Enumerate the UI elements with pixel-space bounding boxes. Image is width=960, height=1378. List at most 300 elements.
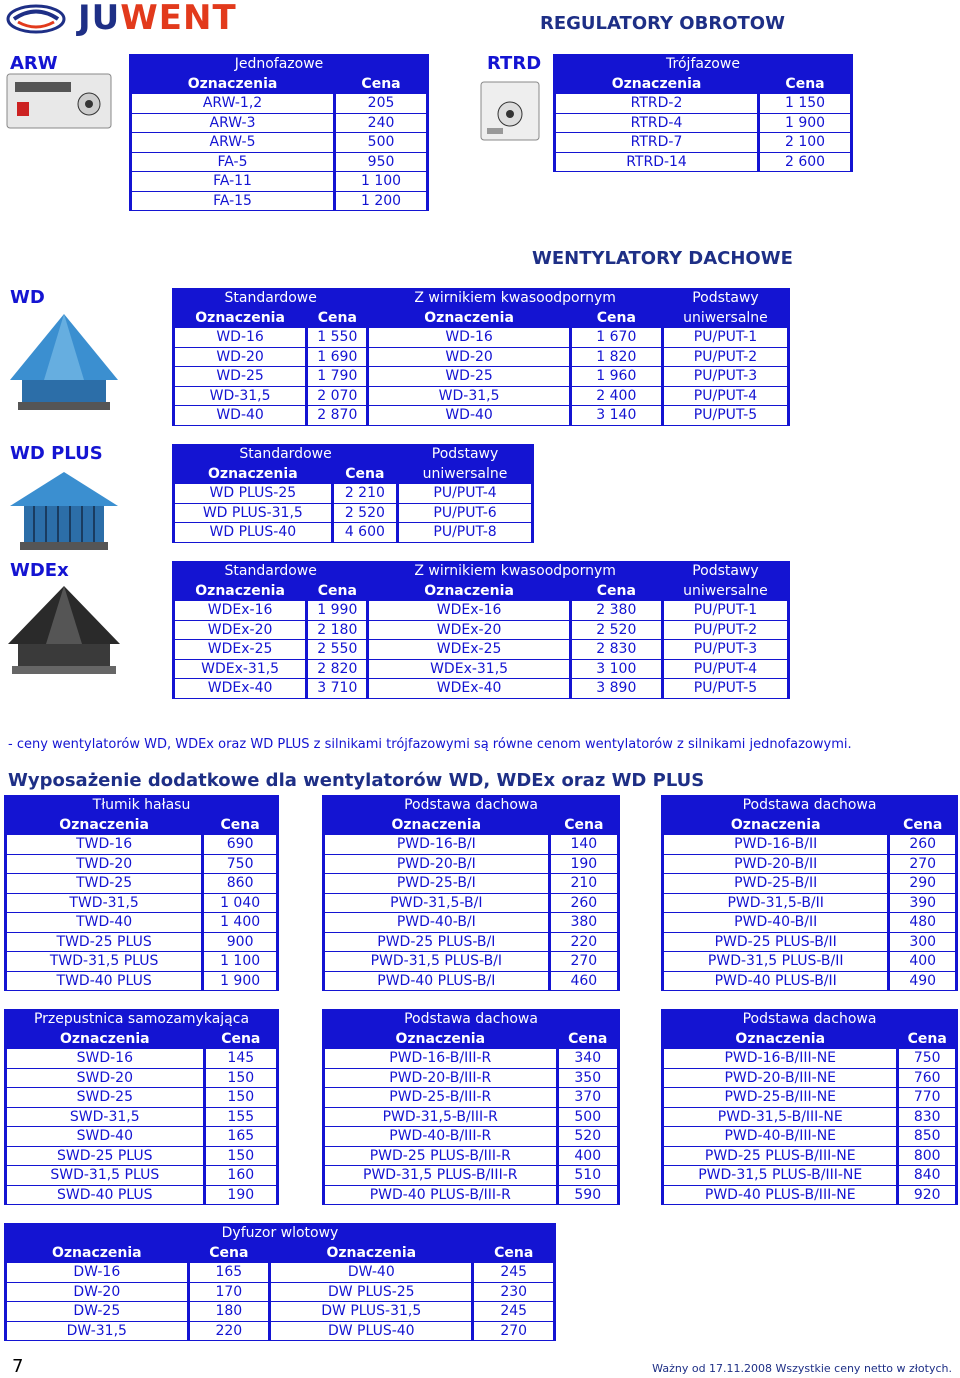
wdplus-label: WD PLUS [10,443,103,464]
group-header-uniwersalne: uniwersalne [683,582,768,599]
table-cell: PU/PUT-1 [664,328,787,347]
table-cell: PWD-40-B/III-R [325,1127,556,1146]
table-row [7,933,276,952]
table-cell: PWD-25-B/III-R [325,1088,556,1107]
table-cell: PWD-16-B/I [325,835,548,854]
table-cell: PWD-20-B/II [664,855,887,874]
table-cell: PWD-20-B/III-NE [664,1069,896,1088]
table-cell: PWD-31,5-B/III-NE [664,1108,896,1127]
table-cell: 830 [899,1108,955,1127]
wdex-product-image [4,582,124,686]
table-cell: PWD-16-B/II [664,835,887,854]
col-header-oznaczenia: Oznaczenia [395,1030,486,1047]
table-row [175,406,787,425]
group-header: Tłumik hałasu [92,797,191,814]
table-cell: DW-31,5 [7,1322,187,1341]
table-cell: WD PLUS-40 [175,523,331,542]
table-cell: 950 [336,153,426,172]
table-cell: WD-40 [369,406,568,425]
table-cell: WD-16 [369,328,568,347]
table-cell: 165 [206,1127,276,1146]
table-cell: DW PLUS-31,5 [271,1302,471,1321]
table-cell: 3 890 [572,679,661,698]
logo-text: JUWENT [78,0,237,38]
table-cell: WDEx-20 [369,621,568,640]
table-cell: 1 820 [572,348,661,367]
table-row [7,835,276,854]
accessory-table-podstawa-b3ne [661,1009,958,1205]
table-cell: DW-40 [271,1263,471,1282]
wdex-label: WDEx [10,560,69,581]
table-cell: 760 [899,1069,955,1088]
table-cell: ARW-1,2 [132,94,333,113]
arw-label: ARW [10,53,58,74]
table-row [7,855,276,874]
table-cell: 1 400 [204,913,276,932]
table-cell: PU/PUT-4 [399,484,531,503]
col-header-cena: Cena [317,582,357,599]
wd-price-table [172,288,790,426]
table-row [132,133,426,152]
table-cell: WD-40 [175,406,305,425]
table-cell: WD-16 [175,328,305,347]
table-cell: 270 [551,952,617,971]
table-cell: 520 [559,1127,617,1146]
table-cell: 490 [890,972,955,991]
table-cell: 3 710 [308,679,366,698]
col-header-cena: Cena [317,309,357,326]
table-cell: 2 820 [308,660,366,679]
table-row [325,894,617,913]
col-header-oznaczenia: Oznaczenia [730,816,821,833]
footer-note: Ważny od 17.11.2008 Wszystkie ceny netto w złotych. [652,1362,952,1375]
table-row [664,972,955,991]
table-cell: WD-31,5 [175,387,305,406]
table-cell: 2 520 [572,621,661,640]
rtrd-label: RTRD [487,53,542,74]
table-cell: PWD-25 PLUS-B/I [325,933,548,952]
table-row [175,621,787,640]
table-cell: PWD-25-B/II [664,874,887,893]
table-cell: PWD-25-B/III-NE [664,1088,896,1107]
table-row [325,913,617,932]
table-cell: 750 [204,855,276,874]
table-row [175,601,787,620]
table-cell: 900 [204,933,276,952]
table-cell: SWD-16 [7,1049,203,1068]
table-cell: 2 380 [572,601,661,620]
table-cell: 190 [206,1186,276,1205]
table-cell: WD PLUS-31,5 [175,504,331,523]
table-cell: PU/PUT-6 [399,504,531,523]
table-cell: 245 [474,1263,553,1282]
col-header-cena: Cena [209,1244,249,1261]
table-cell: 3 140 [572,406,661,425]
table-cell: WDEx-31,5 [175,660,305,679]
group-header-podstawy: Podstawy [692,563,759,580]
table-row [7,1088,276,1107]
section-title-wentylatory: WENTYLATORY DACHOWE [532,248,793,269]
table-cell: 1 900 [760,114,850,133]
col-header-cena: Cena [345,465,385,482]
table-cell: PU/PUT-2 [664,348,787,367]
table-cell: 2 180 [308,621,366,640]
table-cell: 230 [474,1283,553,1302]
table-cell: PWD-31,5 PLUS-B/I [325,952,548,971]
col-header-oznaczenia: Oznaczenia [187,75,278,92]
col-header-cena: Cena [220,816,260,833]
table-cell: WDEx-31,5 [369,660,568,679]
table-row [325,972,617,991]
rtrd-product-image [479,80,541,146]
table-row [7,972,276,991]
table-row [664,913,955,932]
table-cell: TWD-31,5 [7,894,201,913]
table-cell: 160 [206,1166,276,1185]
table-cell: PU/PUT-3 [664,367,787,386]
table-cell: DW PLUS-40 [271,1322,471,1341]
table-row [7,1186,276,1205]
table-row [664,1069,955,1088]
table-cell: TWD-31,5 PLUS [7,952,201,971]
table-cell: 860 [204,874,276,893]
table-cell: 850 [899,1127,955,1146]
table-cell: 170 [190,1283,269,1302]
table-row [325,874,617,893]
wdplus-product-image [4,466,124,560]
table-cell: 1 900 [204,972,276,991]
table-cell: PU/PUT-3 [664,640,787,659]
table-cell: FA-5 [132,153,333,172]
table-cell: 2 870 [308,406,366,425]
table-cell: PWD-25 PLUS-B/III-R [325,1147,556,1166]
table-cell: 1 960 [572,367,661,386]
table-row [175,640,787,659]
table-cell: 260 [890,835,955,854]
table-cell: TWD-16 [7,835,201,854]
col-header-cena: Cena [361,75,401,92]
table-row [664,933,955,952]
table-row [7,1263,553,1282]
arw-price-table [129,54,429,211]
group-header: Podstawa dachowa [404,797,538,814]
table-cell: PWD-40-B/II [664,913,887,932]
table-cell: 370 [559,1088,617,1107]
table-cell: 350 [559,1069,617,1088]
table-cell: 1 200 [336,192,426,211]
table-cell: RTRD-4 [556,114,757,133]
table-cell: WD-20 [369,348,568,367]
table-cell: 2 830 [572,640,661,659]
table-cell: 165 [190,1263,269,1282]
table-cell: PU/PUT-5 [664,406,787,425]
table-row [7,1069,276,1088]
table-cell: 220 [190,1322,269,1341]
table-row [664,1186,955,1205]
table-cell: 150 [206,1088,276,1107]
table-cell: PWD-31,5 PLUS-B/III-R [325,1166,556,1185]
table-cell: PWD-40 PLUS-B/II [664,972,887,991]
table-row [664,835,955,854]
table-row [556,133,850,152]
table-cell: FA-15 [132,192,333,211]
table-row [132,94,426,113]
table-cell: SWD-25 [7,1088,203,1107]
table-cell: PWD-16-B/III-R [325,1049,556,1068]
col-header-oznaczenia: Oznaczenia [51,1244,142,1261]
col-header-cena: Cena [785,75,825,92]
col-header-oznaczenia: Oznaczenia [195,582,285,599]
table-row [325,1166,617,1185]
col-header-cena: Cena [568,1030,608,1047]
group-header-standardowe: Standardowe [224,563,317,580]
table-cell: 1 990 [308,601,366,620]
table-cell: 920 [899,1186,955,1205]
table-cell: WDEx-16 [369,601,568,620]
table-row [325,952,617,971]
table-cell: 155 [206,1108,276,1127]
table-cell: 180 [190,1302,269,1321]
table-row [175,367,787,386]
table-row [664,1127,955,1146]
table-row [132,153,426,172]
table-row [7,1322,553,1341]
group-header-podstawy: Podstawy [692,290,759,307]
table-cell: PWD-25 PLUS-B/II [664,933,887,952]
table-row [7,1108,276,1127]
table-cell: 1 100 [204,952,276,971]
table-cell: 1 690 [308,348,366,367]
table-cell: 2 210 [334,484,396,503]
table-row [325,1049,617,1068]
table-cell: PWD-20-B/I [325,855,548,874]
table-cell: 1 150 [760,94,850,113]
group-header-kwasoodporny: Z wirnikiem kwasoodpornym [414,290,616,307]
table-row [175,679,787,698]
table-cell: 240 [336,114,426,133]
table-cell: 750 [899,1049,955,1068]
table-cell: WDEx-40 [369,679,568,698]
table-cell: DW-16 [7,1263,187,1282]
table-cell: RTRD-14 [556,153,757,172]
table-row [7,894,276,913]
table-row [132,192,426,211]
table-cell: 1 670 [572,328,661,347]
group-header-uniwersalne: uniwersalne [683,309,768,326]
col-header-oznaczenia: Oznaczenia [735,1030,826,1047]
accessory-table-podstawa-b2 [661,795,958,991]
table-cell: WD-25 [175,367,305,386]
col-header-oznaczenia: Oznaczenia [611,75,702,92]
table-cell: 500 [336,133,426,152]
price-note: - ceny wentylatorów WD, WDEx oraz WD PLUS z silnikami trójfazowymi są równe cenom wentylatorów z silnikami jednofazowymi. [8,737,852,752]
table-cell: 840 [899,1166,955,1185]
table-cell: WD-20 [175,348,305,367]
table-row [556,94,850,113]
group-header-podstawy: Podstawy [431,446,499,463]
table-row [7,913,276,932]
table-row [325,933,617,952]
table-cell: RTRD-2 [556,94,757,113]
table-cell: PWD-31,5 PLUS-B/II [664,952,887,971]
table-cell: 2 550 [308,640,366,659]
table-cell: 290 [890,874,955,893]
table-cell: WD PLUS-25 [175,484,331,503]
group-header-standardowe: Standardowe [239,446,332,463]
table-cell: 2 400 [572,387,661,406]
table-row [325,1147,617,1166]
table-cell: PU/PUT-1 [664,601,787,620]
table-cell: SWD-31,5 [7,1108,203,1127]
table-row [325,835,617,854]
table-cell: SWD-20 [7,1069,203,1088]
table-cell: SWD-40 PLUS [7,1186,203,1205]
table-cell: 590 [559,1186,617,1205]
table-row [664,1147,955,1166]
group-header-standardowe: Standardowe [224,290,317,307]
table-cell: TWD-25 [7,874,201,893]
table-row [7,1166,276,1185]
table-cell: 300 [890,933,955,952]
table-cell: PWD-31,5-B/III-R [325,1108,556,1127]
table-cell: 270 [890,855,955,874]
rtrd-price-table [553,54,853,172]
group-header: Przepustnica samozamykająca [33,1011,250,1028]
table-cell: TWD-40 PLUS [7,972,201,991]
group-header: Jednofazowe [234,56,324,73]
table-row [7,952,276,971]
table-cell: 245 [474,1302,553,1321]
table-row [175,328,787,347]
table-row [664,1108,955,1127]
table-cell: SWD-31,5 PLUS [7,1166,203,1185]
page-number: 7 [12,1356,24,1377]
table-cell: 190 [551,855,617,874]
table-row [132,172,426,191]
table-row [664,1088,955,1107]
table-row [7,1127,276,1146]
table-row [325,1069,617,1088]
table-cell: WD-25 [369,367,568,386]
table-row [556,153,850,172]
table-cell: DW-25 [7,1302,187,1321]
table-cell: 145 [206,1049,276,1068]
col-header-cena: Cena [494,1244,534,1261]
group-header: Trójfazowe [666,56,740,73]
accessory-table-tlumik [4,795,279,991]
table-cell: 1 040 [204,894,276,913]
table-cell: DW PLUS-25 [271,1283,471,1302]
table-cell: PU/PUT-8 [399,523,531,542]
table-cell: SWD-40 [7,1127,203,1146]
table-cell: PWD-20-B/III-R [325,1069,556,1088]
table-cell: WDEx-25 [369,640,568,659]
table-cell: PWD-25-B/I [325,874,548,893]
col-header-oznaczenia: Oznaczenia [59,816,149,833]
table-cell: PWD-16-B/III-NE [664,1049,896,1068]
table-cell: SWD-25 PLUS [7,1147,203,1166]
col-header-oznaczenia: Oznaczenia [391,816,482,833]
table-cell: TWD-20 [7,855,201,874]
wd-label: WD [10,287,45,308]
table-row [664,1166,955,1185]
table-row [664,855,955,874]
table-cell: 510 [559,1166,617,1185]
table-cell: WD-31,5 [369,387,568,406]
group-header: Podstawa dachowa [404,1011,538,1028]
table-cell: 210 [551,874,617,893]
table-cell: ARW-3 [132,114,333,133]
table-row [664,874,955,893]
table-cell: PWD-40 PLUS-B/III-NE [664,1186,896,1205]
table-cell: ARW-5 [132,133,333,152]
col-header-cena: Cena [221,1030,261,1047]
table-row [175,660,787,679]
table-row [664,1049,955,1068]
group-header-uniwersalne: uniwersalne [422,465,508,482]
table-cell: 3 100 [572,660,661,679]
table-cell: 150 [206,1147,276,1166]
table-row [175,348,787,367]
table-cell: 1 550 [308,328,366,347]
table-cell: RTRD-7 [556,133,757,152]
table-row [175,523,531,542]
table-row [325,1108,617,1127]
table-cell: 2 070 [308,387,366,406]
table-cell: PWD-40 PLUS-B/III-R [325,1186,556,1205]
table-cell: PWD-31,5-B/II [664,894,887,913]
arw-product-image [5,72,115,136]
table-cell: 460 [551,972,617,991]
wdplus-price-table [172,444,534,543]
col-header-cena: Cena [907,1030,947,1047]
table-row [325,1088,617,1107]
table-row [132,114,426,133]
table-row [325,1127,617,1146]
table-cell: WDEx-25 [175,640,305,659]
table-cell: 4 600 [334,523,396,542]
col-header-cena: Cena [903,816,943,833]
table-cell: 340 [559,1049,617,1068]
table-cell: 380 [551,913,617,932]
accessory-table-podstawa-b1 [322,795,620,991]
table-row [7,874,276,893]
table-cell: WDEx-16 [175,601,305,620]
table-row [664,894,955,913]
table-row [325,1186,617,1205]
table-cell: 690 [204,835,276,854]
logo-mark-icon [6,4,68,34]
group-header: Dyfuzor wlotowy [221,1225,339,1242]
table-cell: 390 [890,894,955,913]
table-cell: 400 [559,1147,617,1166]
table-cell: TWD-40 [7,913,201,932]
dyfuzor-price-table [4,1223,556,1341]
group-header: Podstawa dachowa [742,1011,877,1028]
table-row [175,484,531,503]
table-cell: 400 [890,952,955,971]
col-header-oznaczenia: Oznaczenia [424,309,514,326]
col-header-oznaczenia: Oznaczenia [195,309,285,326]
table-cell: DW-20 [7,1283,187,1302]
table-cell: PU/PUT-4 [664,387,787,406]
col-header-cena: Cena [564,816,604,833]
table-cell: 260 [551,894,617,913]
table-cell: FA-11 [132,172,333,191]
col-header-cena: Cena [596,582,636,599]
table-cell: PWD-40 PLUS-B/I [325,972,548,991]
table-cell: 2 100 [760,133,850,152]
